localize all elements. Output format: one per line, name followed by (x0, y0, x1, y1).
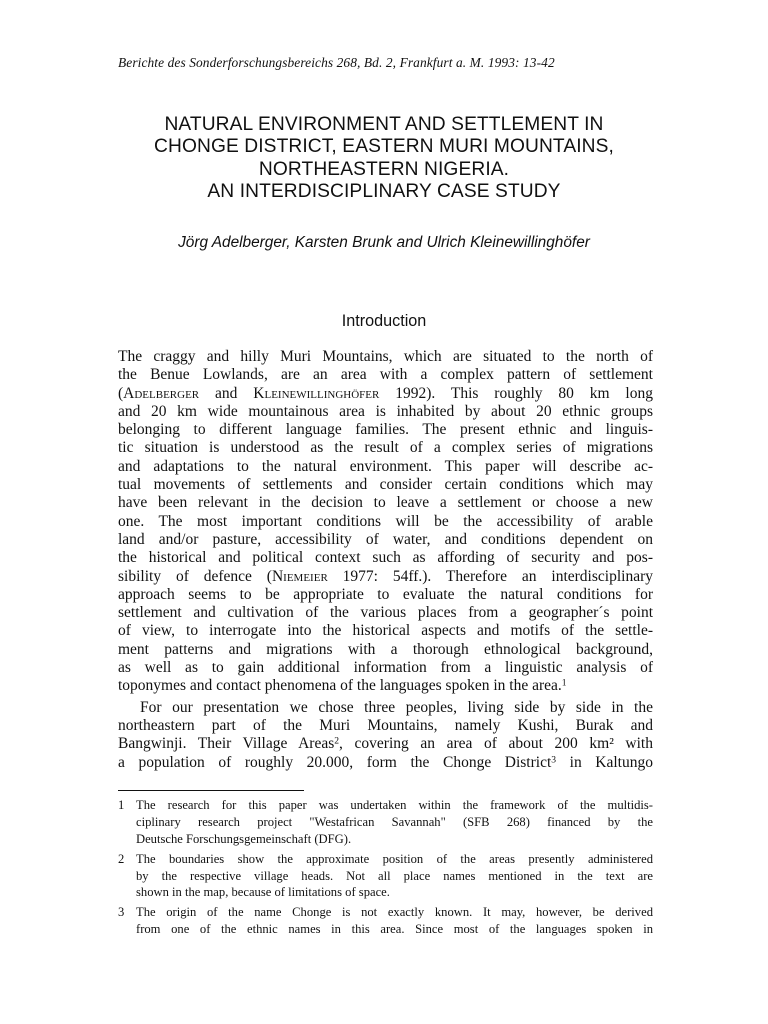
text-line: a population of roughly 20.000, form the Chonge District$^3$ in Kaltungo (118, 753, 653, 771)
footnote-line: by the respective village heads. Not all place names mentioned in the text are (136, 868, 653, 883)
text-line: of view, to interrogate into the historical aspects and motifs of the settle- (118, 622, 653, 640)
text-line: northeastern part of the Muri Mountains, namely Kushi, Burak and (118, 716, 653, 734)
paragraph-2 (118, 699, 653, 772)
footnote-line: from one of the ethnic names in this area. Since most of the languages spoken in (136, 922, 653, 937)
footnote-line: Deutsche Forschungsgemeinschaft (DFG). (136, 831, 352, 846)
text-line: settlement and cultivation of the various places from a geographer´s point (118, 604, 653, 622)
footnote-number: 1 (118, 798, 125, 812)
text-line: The craggy and hilly Muri Mountains, which are situated to the north of (118, 348, 653, 365)
text-line: the Benue Lowlands, are an area with a complex pattern of settlement (118, 366, 653, 384)
footnote-line: The boundaries show the approximate position of the areas presently administered (136, 851, 653, 866)
title-line: CHONGE DISTRICT, EASTERN MURI MOUNTAINS, (154, 136, 614, 158)
footnote-body (136, 904, 653, 938)
text-line: belonging to different language families. The present ethnic and linguis- (118, 421, 653, 439)
footnotes (118, 797, 653, 941)
author-list: Jörg Adelberger, Karsten Brunk and Ulrich Kleinewillinghöfer (178, 234, 590, 251)
body-text (118, 348, 653, 772)
footnote-2 (118, 851, 653, 902)
text-line: have been relevant in the decision to leave a settlement or choose a new (118, 494, 653, 512)
text-line: approach seems to be appropriate to evaluate the natural conditions for (118, 585, 653, 603)
text-line: the historical and political context such as affording of security and pos- (118, 549, 653, 567)
text-line: Bangwinji. Their Village Areas$^2$, covering an area of about 200 km² with (118, 735, 653, 753)
footnote-line: ciplinary research project "Westafrican Savannah" (SFB 268) financed by the (136, 814, 653, 829)
footnote-body (136, 797, 653, 848)
text-line: sibility of defence (Niemeier 1977: 54ff.). Therefore an interdisciplinary (118, 567, 653, 585)
text-line: For our presentation we chose three peoples, living side by side in the (140, 698, 653, 716)
text-line: toponymes and contact phenomena of the languages spoken in the area.$^1$ (118, 677, 567, 695)
text-line: and 20 km wide mountainous area is inhabited by about 20 ethnic groups (118, 402, 653, 420)
footnote-number: 2 (118, 851, 125, 866)
running-citation: Berichte des Sonderforschungsbereichs 268, Bd. 2, Frankfurt a. M. 1993: 13-42 (118, 55, 555, 70)
paper-title (100, 114, 668, 204)
text-line: and adaptations to the natural environment. This paper will describe ac- (118, 457, 653, 475)
text-line: ment patterns and migrations with a thorough ethnological background, (118, 640, 653, 658)
text-line: tic situation is understood as the result of a complex series of migrations (118, 439, 653, 457)
text-line: as well as to gain additional information from a linguistic analysis of (118, 659, 653, 677)
text-line: one. The most important conditions will be the accessibility of arable (118, 512, 653, 530)
title-line: NORTHEASTERN NIGERIA. (258, 158, 510, 180)
footnote-line: shown in the map, because of limitations of space. (136, 885, 390, 900)
footnote-number: 3 (118, 905, 125, 920)
footnote-1 (118, 797, 653, 848)
footnote-line: The research for this paper was undertaken within the framework of the multidis- (136, 798, 653, 812)
text-line: tual movements of settlements and consider certain conditions which may (118, 476, 653, 494)
text-line: (Adelberger and Kleinewillinghöfer 1992). This roughly 80 km long (118, 384, 653, 402)
footnote-separator (118, 790, 304, 791)
footnote-body (136, 851, 653, 902)
title-line: NATURAL ENVIRONMENT AND SETTLEMENT IN (164, 114, 604, 135)
section-heading-introduction: Introduction (341, 312, 427, 330)
paragraph-1 (118, 348, 653, 696)
title-line: AN INTERDISCIPLINARY CASE STUDY (207, 181, 561, 203)
footnote-line: The origin of the name Chonge is not exactly known. It may, however, be derived (136, 905, 653, 920)
footnote-3 (118, 904, 653, 938)
text-line: land and/or pasture, accessibility of water, and conditions dependent on (118, 530, 653, 548)
